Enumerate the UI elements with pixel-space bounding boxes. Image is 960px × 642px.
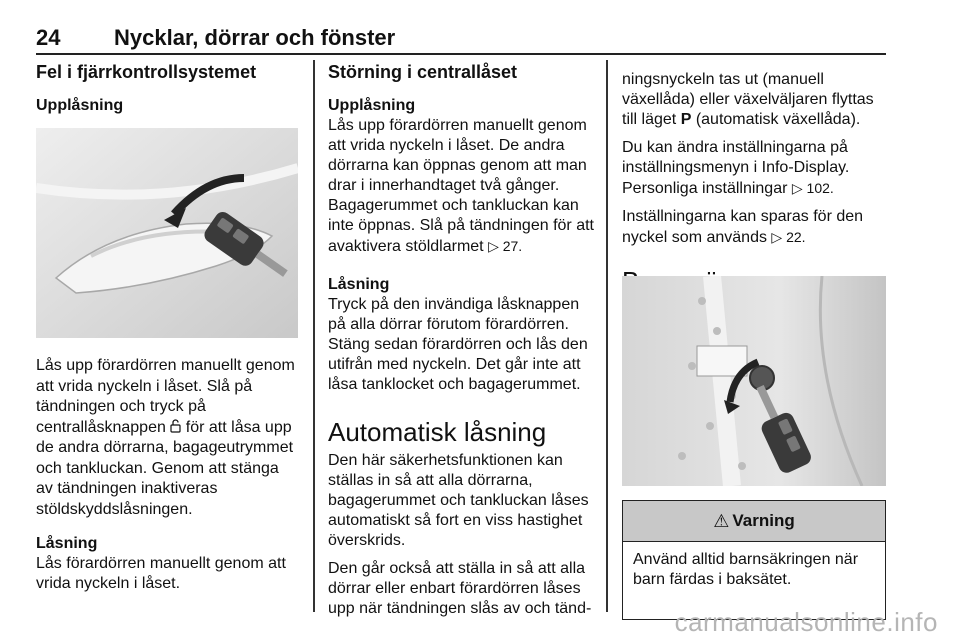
watermark: carmanualsonline.info xyxy=(674,607,938,637)
paragraph-lock-inner: Tryck på den invändiga låsknappen på alla dörrar förutom förardörren. Stäng sedan förardörren och lås den utifrån med nyckeln. Det går inte att låsa tanklocket och bagagerummet. xyxy=(328,296,588,393)
subheading-locking: Låsning xyxy=(36,535,98,552)
column-divider-1 xyxy=(313,60,315,612)
header-rule xyxy=(36,53,886,55)
column-3 xyxy=(622,70,886,300)
paragraph-settings: Du kan ändra inställningarna på inställningsmenyn i Info-Display. Personliga inställningar ▷ 102. xyxy=(622,139,850,197)
gear-position: P xyxy=(680,111,692,128)
page-number: 24 xyxy=(36,25,61,50)
car-door-handle-with-key-illustration xyxy=(36,128,298,338)
page-header xyxy=(36,25,886,55)
paragraph-auto-lock: Den här säkerhetsfunktionen kan ställas in så att alla dörrarna, bagagerummet och tankluckan låses automatiskt så fort en viss hastighet överskrids. xyxy=(328,452,589,549)
warning-title: Varning xyxy=(732,511,795,530)
paragraph-unlock-manual: Lås upp förardörren manuellt genom att vrida nyckeln i låset. De andra dörrarna kan öppnas genom att man drar i innerhandtaget två gånger. Bagagerummet och tankluckan kan inte öppnas. Slå på tändningen för att avaktivera stöldlarmet ▷ 27. xyxy=(328,117,594,255)
section-heading-remote-failure: Fel i fjärrkontrollsystemet xyxy=(36,62,257,82)
page-reference: ▷ 102. xyxy=(791,180,834,196)
paragraph-auto-unlock: Den går också att ställa in så att alla dörrar eller enbart förardörren låses upp när tändningen slås av och tänd- xyxy=(328,560,592,617)
column-divider-2 xyxy=(606,60,608,612)
chapter-title: Nycklar, dörrar och fönster xyxy=(114,25,396,50)
page-reference: ▷ 22. xyxy=(771,229,806,245)
warning-text: Använd alltid barnsäkringen när barn färdas i baksätet. xyxy=(633,551,859,588)
child-lock-door-with-key-illustration xyxy=(622,276,886,486)
subheading-unlocking: Upplåsning xyxy=(36,97,124,114)
paragraph-key-memory: Inställningarna kan sparas för den nyckel som används ▷ 22. xyxy=(622,208,864,246)
warning-icon: ⚠ xyxy=(713,510,730,531)
paragraph-lock-manual: Lås förardörren manuellt genom att vrida nyckeln i låset. xyxy=(36,555,286,592)
subheading-locking-2: Låsning xyxy=(328,276,390,293)
column-2 xyxy=(328,62,594,627)
section-heading-auto-lock: Automatisk låsning xyxy=(328,417,547,447)
warning-box xyxy=(622,500,886,620)
warning-header xyxy=(623,501,885,542)
section-heading-central-lock-fault: Störning i centrallåset xyxy=(328,62,518,82)
unlock-icon xyxy=(170,419,181,433)
subheading-unlocking-2: Upplåsning xyxy=(328,97,416,114)
paragraph-unlock-remote: Lås upp förardörren manuellt genom att vrida nyckeln i låset. Slå på tändningen och tryck på centrallåsknappen för att låsa upp de andra dörrarna, bagageutrymmet och tankluckan. Genom att stänga av tändningen inaktiveras stöldskyddslåsningen. xyxy=(36,357,295,518)
paragraph-ignition-key: ningsnyckeln tas ut (manuell växellåda) eller växelväljaren flyttas till läget P (automatisk växellåda). xyxy=(622,71,874,128)
page-reference: ▷ 27. xyxy=(488,238,523,254)
